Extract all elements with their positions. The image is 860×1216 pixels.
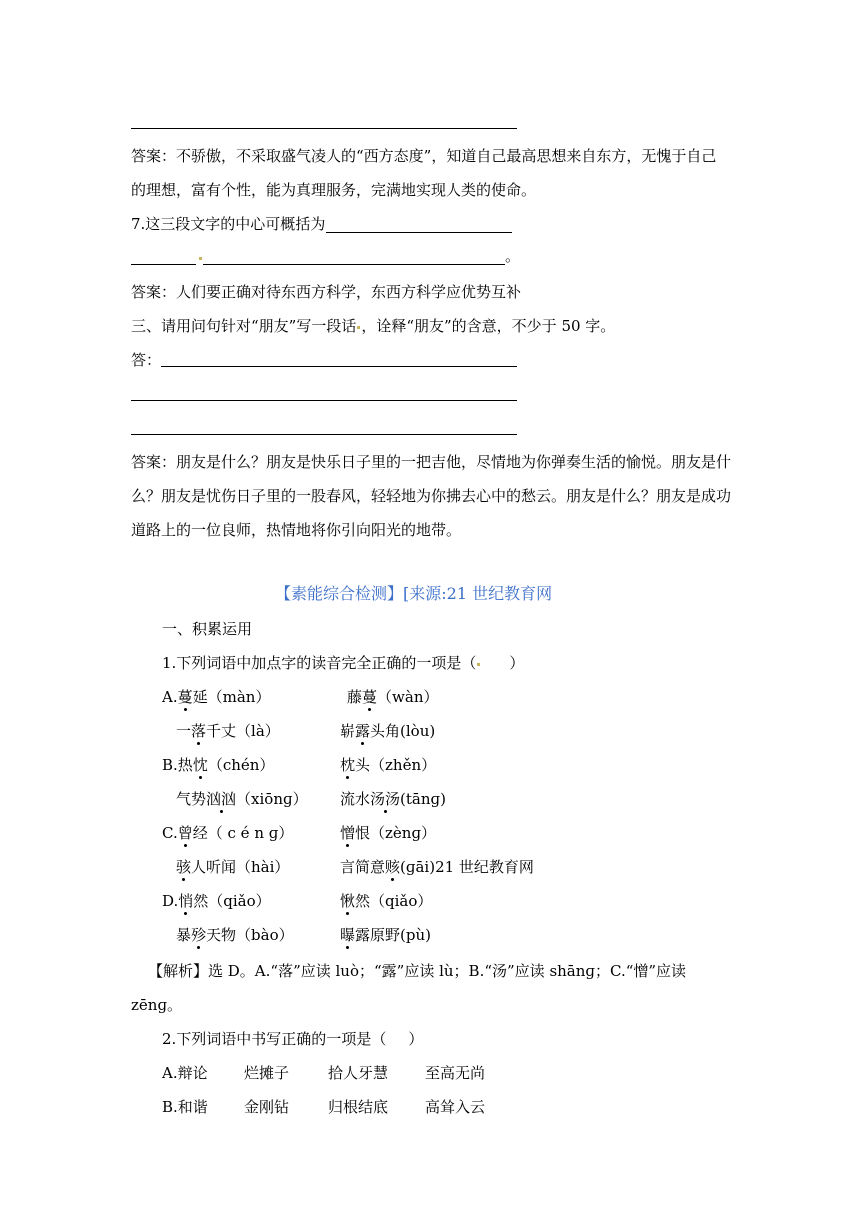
answer-blank-line <box>326 232 512 233</box>
option-c-item-3: 骇人听闻（hài） <box>176 858 290 876</box>
option-c-item-1: C.曾经（ c é n ɡ） <box>162 824 294 842</box>
answer-text: 答案：人们要正确对待东西方科学，东西方科学应优势互补 <box>131 283 522 301</box>
question-7 <box>131 214 325 234</box>
question-end-mark: 。 <box>505 247 521 265</box>
task-text: ，诠释“朋友”的含意，不少于 50 字。 <box>361 317 616 335</box>
answer-blank-line <box>131 434 517 435</box>
question-text: 1.下列词语中加点字的读音完全正确的一项是（ <box>162 654 477 672</box>
q2-option-b-word-3: 归根结底 <box>328 1098 389 1116</box>
answer-text: 的理想，富有个性，能为真理服务，完满地实现人类的使命。 <box>131 181 537 199</box>
answer-blank-line <box>161 366 517 367</box>
speck-mark <box>477 663 480 666</box>
answer-blank-line <box>131 128 517 129</box>
question-text: 2.下列词语中书写正确的一项是（ <box>162 1030 387 1048</box>
question-2 <box>162 1029 423 1049</box>
option-d-item-4: 曝露原野(pù) <box>340 926 431 944</box>
q2-option-a-word-2: 烂摊子 <box>244 1064 290 1082</box>
option-b-item-3: 气势汹汹（xiōnɡ） <box>176 790 308 808</box>
option-c-item-4: 言简意赅(ɡāi)21 世纪教育网 <box>340 858 534 876</box>
analysis-text: 【解析】选 D。A.“落”应读 luò；“露”应读 lù；B.“汤”应读 shānɡ；C.“憎”应读 <box>148 962 687 980</box>
option-a-item-3: 一落千丈（là） <box>176 722 280 740</box>
option-a-item-2: 藤蔓（wàn） <box>347 688 439 706</box>
answer-text: 道路上的一位良师，热情地将你引向阳光的地带。 <box>131 521 462 539</box>
question-end-mark: ） <box>509 654 525 672</box>
answer-text: 答案：朋友是什么？朋友是快乐日子里的一把吉他，尽情地为你弹奏生活的愉悦。朋友是什 <box>131 453 732 471</box>
question-end-mark: ） <box>408 1030 424 1048</box>
option-a-item-4: 崭露头角(lòu) <box>340 722 436 740</box>
option-d-item-3: 暴殄天物（bào） <box>176 926 294 944</box>
option-b-item-2: 枕头（zhěn） <box>340 756 437 774</box>
option-b-item-1: B.热忱（chén） <box>162 756 275 774</box>
option-d-item-1: D.悄然（qiǎo） <box>162 892 271 910</box>
q2-option-a-word-1: A.辩论 <box>162 1064 208 1082</box>
option-b-item-4: 流水汤汤(tānɡ) <box>340 790 446 808</box>
section-heading: 【素能综合检测】[来源:21 世纪教育网 <box>275 584 553 603</box>
part-title: 一、积累运用 <box>162 620 253 638</box>
answer-text: 答案：不骄傲，不采取盛气凌人的“西方态度”，知道自己最高思想来自东方，无愧于自己 <box>131 147 717 165</box>
option-d-item-2: 愀然（qiǎo） <box>340 892 433 910</box>
answer-text: 么？朋友是忧伤日子里的一股春风，轻轻地为你拂去心中的愁云。朋友是什么？朋友是成功 <box>131 487 732 505</box>
answer-label: 答： <box>131 351 162 369</box>
speck-mark <box>199 257 202 260</box>
speck-mark <box>357 326 360 329</box>
task-3 <box>131 316 615 336</box>
q2-option-a-word-4: 至高无尚 <box>425 1064 486 1082</box>
q2-option-a-word-3: 拾人牙慧 <box>328 1064 389 1082</box>
analysis-text: zēnɡ。 <box>131 996 183 1014</box>
question-text: 7.这三段文字的中心可概括为 <box>131 215 326 233</box>
option-c-item-2: 憎恨（zènɡ） <box>340 824 437 842</box>
answer-blank-line <box>131 400 517 401</box>
q2-option-b-word-4: 高耸入云 <box>425 1098 486 1116</box>
task-text: 三、请用问句针对“朋友”写一段话 <box>131 317 357 335</box>
option-a-item-1: A.蔓延（màn） <box>162 688 271 706</box>
q2-option-b-word-1: B.和谐 <box>162 1098 208 1116</box>
question-1 <box>162 653 524 673</box>
answer-blank-line <box>203 264 505 265</box>
answer-blank-line <box>131 264 196 265</box>
q2-option-b-word-2: 金刚钻 <box>244 1098 290 1116</box>
